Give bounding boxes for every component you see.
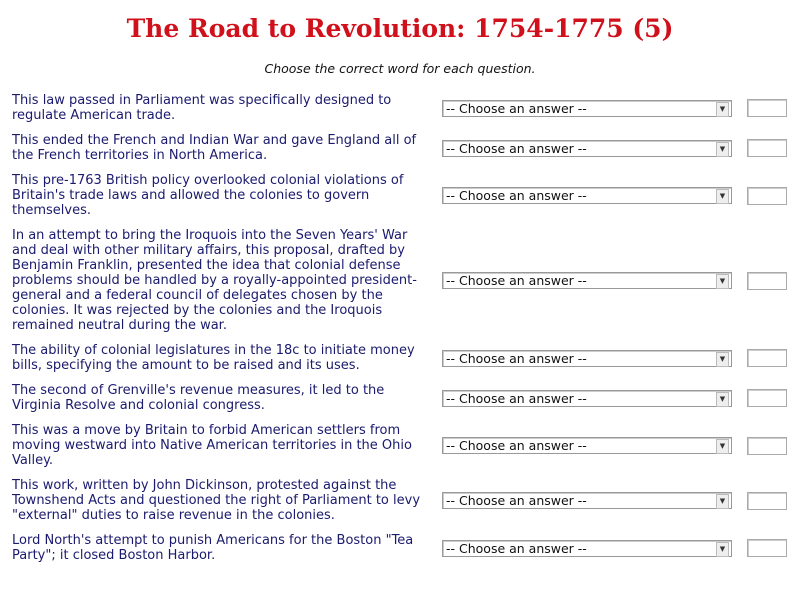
answer-select[interactable]	[442, 492, 732, 509]
chevron-down-icon: ▼	[716, 352, 729, 367]
question-text: This ended the French and Indian War and gave England all of the French territories in North America.	[12, 133, 417, 163]
answer-input[interactable]	[747, 272, 787, 290]
question-text: This law passed in Parliament was specifically designed to regulate American trade.	[12, 93, 392, 123]
answer-input[interactable]	[747, 389, 787, 407]
chevron-down-icon: ▼	[716, 102, 729, 117]
select-value: -- Choose an answer --	[446, 390, 587, 406]
select-value: -- Choose an answer --	[446, 493, 587, 508]
question-text: This was a move by Britain to forbid American settlers from moving westward into Native American territories in the Ohio Valley.	[12, 423, 412, 468]
answer-input[interactable]	[747, 139, 787, 157]
select-value: -- Choose an answer --	[446, 140, 587, 156]
answer-input[interactable]	[747, 492, 787, 510]
question-row	[8, 338, 787, 378]
question-row	[8, 168, 787, 223]
chevron-down-icon: ▼	[716, 274, 729, 289]
select-value: -- Choose an answer --	[446, 188, 587, 203]
question-text: This pre-1763 British policy overlooked colonial violations of Britain's trade laws and allowed the colonies to govern themselves.	[12, 173, 404, 218]
answer-select[interactable]	[442, 140, 732, 157]
answer-input[interactable]	[747, 539, 787, 557]
question-text: Lord North's attempt to punish Americans for the Boston "Tea Party"; it closed Boston Harbor.	[12, 533, 414, 563]
answer-select[interactable]	[442, 437, 732, 454]
select-value: -- Choose an answer --	[446, 273, 587, 288]
select-value: -- Choose an answer --	[446, 438, 587, 453]
select-value: -- Choose an answer --	[446, 350, 587, 366]
question-text: The second of Grenville's revenue measures, it led to the Virginia Resolve and colonial congress.	[12, 383, 385, 413]
question-text: The ability of colonial legislatures in the 18c to initiate money bills, specifying the amount to be raised and its uses.	[12, 343, 415, 373]
page-title: The Road to Revolution: 1754-1775 (5)	[126, 14, 674, 43]
chevron-down-icon: ▼	[716, 189, 729, 204]
question-row	[8, 128, 787, 168]
answer-select[interactable]	[442, 272, 732, 289]
question-row	[8, 418, 787, 473]
answer-select[interactable]	[442, 100, 732, 117]
chevron-down-icon: ▼	[716, 142, 729, 157]
question-row	[8, 88, 787, 128]
question-row	[8, 378, 787, 418]
answer-input[interactable]	[747, 349, 787, 367]
question-row	[8, 528, 787, 568]
answer-input[interactable]	[747, 187, 787, 205]
chevron-down-icon: ▼	[716, 542, 729, 557]
select-value: -- Choose an answer --	[446, 540, 587, 556]
question-row	[8, 473, 787, 528]
select-value: -- Choose an answer --	[446, 100, 587, 116]
question-text: In an attempt to bring the Iroquois into the Seven Years' War and deal with other military affairs, this proposal, drafted by Benjamin Franklin, presented the idea that colonial defense problems should be handled by a royally-appointed president-general and a federal council of delegates chosen by the colonies. It was rejected by the colonies and the Iroquois remained neutral during the war.	[12, 228, 417, 333]
question-row	[8, 223, 787, 338]
quiz-table	[8, 88, 787, 568]
chevron-down-icon: ▼	[716, 439, 729, 454]
question-text: This work, written by John Dickinson, protested against the Townshend Acts and questioned the right of Parliament to levy "external" duties to raise revenue in the colonies.	[12, 478, 421, 523]
answer-select[interactable]	[442, 187, 732, 204]
answer-select[interactable]	[442, 540, 732, 557]
answer-input[interactable]	[747, 437, 787, 455]
answer-input[interactable]	[747, 99, 787, 117]
answer-select[interactable]	[442, 390, 732, 407]
chevron-down-icon: ▼	[716, 494, 729, 509]
chevron-down-icon: ▼	[716, 392, 729, 407]
instructions: Choose the correct word for each question.	[264, 61, 536, 76]
answer-select[interactable]	[442, 350, 732, 367]
